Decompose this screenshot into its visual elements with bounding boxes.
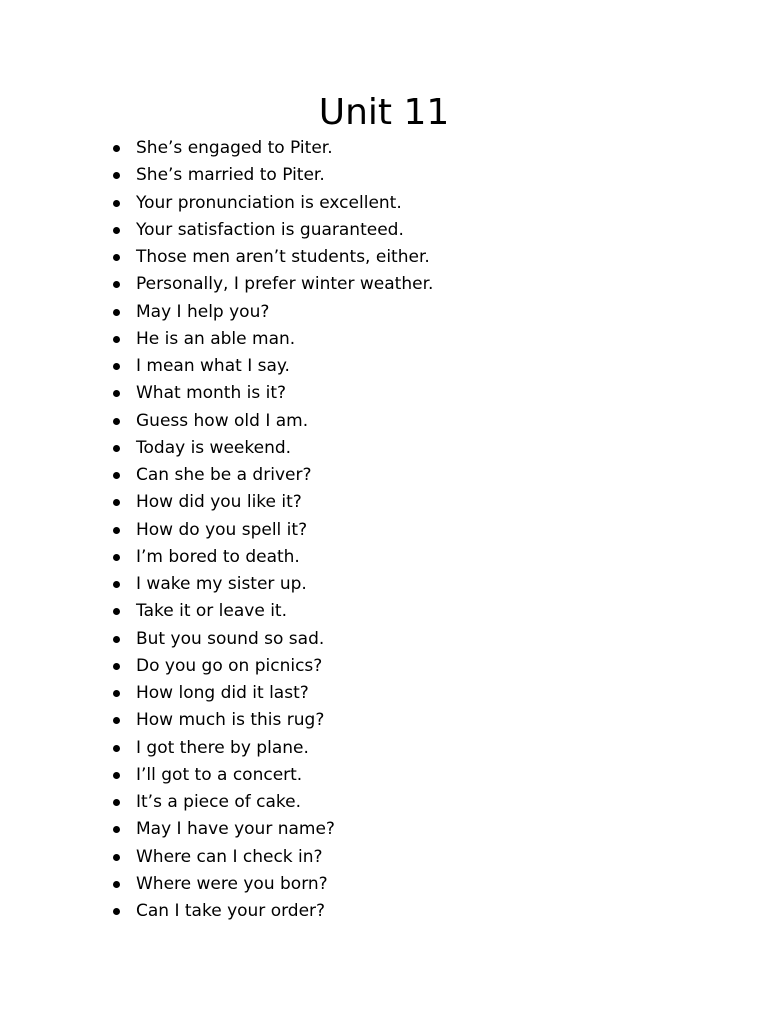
list-item	[112, 816, 433, 843]
bullet-icon	[113, 717, 120, 724]
bullet-icon	[113, 281, 120, 288]
list-item	[112, 871, 433, 898]
list-item-text: How did you like it?	[136, 492, 302, 513]
bullet-icon	[113, 581, 120, 588]
list-item	[112, 190, 433, 217]
list-item-text: I mean what I say.	[136, 356, 290, 376]
list-item	[112, 217, 433, 244]
list-item	[112, 517, 433, 544]
list-item-text: It’s a piece of cake.	[136, 792, 302, 812]
bullet-icon	[113, 363, 120, 370]
list-item-text: Your satisfaction is guaranteed.	[136, 219, 404, 240]
list-item-text: Guess how old I am.	[136, 410, 309, 431]
list-item-text: Where can I check in?	[136, 846, 323, 867]
bullet-icon	[113, 799, 120, 806]
list-item	[112, 162, 433, 189]
list-item-text: Where were you born?	[136, 873, 328, 894]
list-item	[112, 898, 433, 925]
bullet-icon	[113, 745, 120, 752]
list-item-text: Do you go on picnics?	[136, 655, 323, 676]
list-item	[112, 299, 433, 326]
list-item-text: Can she be a driver?	[136, 465, 312, 485]
bullet-icon	[113, 254, 120, 261]
page-title: Unit 11	[318, 92, 450, 133]
bullet-icon	[113, 145, 120, 152]
list-item	[112, 489, 433, 516]
list-item	[112, 735, 433, 762]
bullet-icon	[113, 527, 120, 534]
bullet-icon	[113, 227, 120, 234]
bullet-icon	[113, 636, 120, 643]
list-item	[112, 326, 433, 353]
list-item-text: How do you spell it?	[136, 519, 308, 540]
bullet-icon	[113, 881, 120, 888]
list-item-text: How much is this rug?	[136, 710, 325, 731]
list-item-text: Can I take your order?	[136, 901, 326, 921]
list-item-text: What month is it?	[136, 383, 287, 404]
bullet-icon	[113, 554, 120, 561]
list-item	[112, 626, 433, 653]
list-item	[112, 844, 433, 871]
list-item	[112, 408, 433, 435]
list-item-text: Your pronunciation is excellent.	[136, 192, 402, 213]
bullet-icon	[113, 418, 120, 425]
list-item-text: Today is weekend.	[136, 437, 292, 458]
bullet-icon	[113, 854, 120, 861]
list-item-text: She’s engaged to Piter.	[136, 138, 333, 158]
list-item	[112, 789, 433, 816]
bullet-icon	[113, 445, 120, 452]
list-item	[112, 680, 433, 707]
list-item-text: He is an able man.	[136, 328, 296, 349]
list-item-text: I wake my sister up.	[136, 574, 307, 594]
bullet-icon	[113, 826, 120, 833]
bullet-icon	[113, 663, 120, 670]
list-item	[112, 435, 433, 462]
list-item	[112, 707, 433, 734]
list-item	[112, 462, 433, 489]
bullet-icon	[113, 608, 120, 615]
bullet-icon	[113, 908, 120, 915]
list-item	[112, 571, 433, 598]
list-item-text: Those men aren’t students, either.	[136, 247, 430, 267]
list-item	[112, 271, 433, 298]
bullet-icon	[113, 472, 120, 479]
bullet-list	[112, 135, 433, 925]
list-item	[112, 244, 433, 271]
list-item	[112, 353, 433, 380]
bullet-icon	[113, 336, 120, 343]
bullet-icon	[113, 309, 120, 316]
list-item-text: She’s married to Piter.	[136, 165, 325, 186]
list-item	[112, 380, 433, 407]
list-item-text: But you sound so sad.	[136, 628, 325, 649]
list-item-text: May I help you?	[136, 301, 270, 322]
list-item-text: How long did it last?	[136, 683, 309, 703]
list-item-text: I’ll got to a concert.	[136, 764, 303, 785]
bullet-icon	[113, 772, 120, 779]
list-item-text: May I have your name?	[136, 819, 335, 840]
list-item	[112, 762, 433, 789]
list-item	[112, 598, 433, 625]
bullet-icon	[113, 499, 120, 506]
list-item	[112, 653, 433, 680]
list-item-text: I got there by plane.	[136, 737, 309, 758]
bullet-icon	[113, 690, 120, 697]
list-item-text: Personally, I prefer winter weather.	[136, 274, 434, 295]
list-item	[112, 544, 433, 571]
bullet-icon	[113, 390, 120, 397]
list-item-text: I’m bored to death.	[136, 546, 300, 567]
bullet-icon	[113, 200, 120, 207]
bullet-icon	[113, 172, 120, 179]
list-item	[112, 135, 433, 162]
list-item-text: Take it or leave it.	[136, 601, 287, 622]
